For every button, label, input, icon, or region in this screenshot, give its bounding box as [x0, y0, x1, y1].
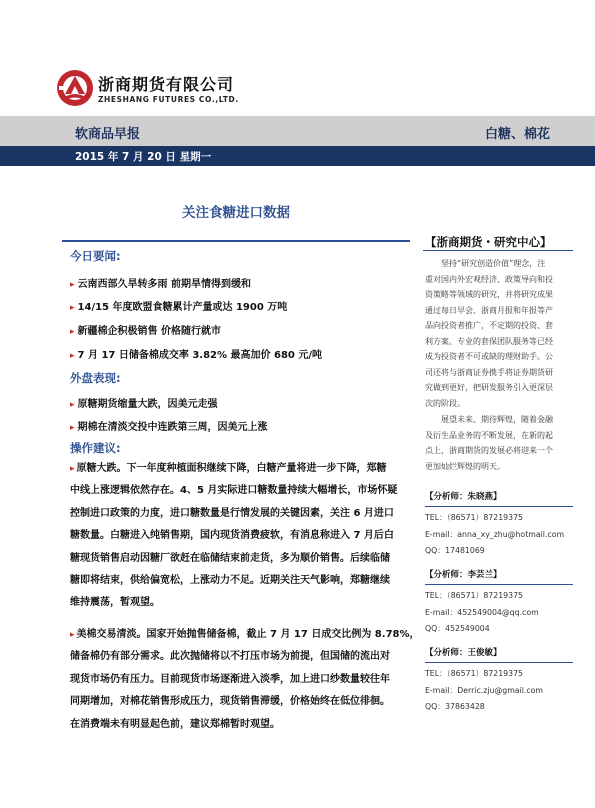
news-item: [70, 275, 251, 290]
sidebar-line: 点上，浙商期货的发展必将迎来一个: [425, 446, 553, 455]
news-item: [70, 322, 221, 337]
bullet-icon: ▸: [70, 400, 75, 410]
report-type: 软商品早报: [75, 127, 141, 142]
news-item: [70, 418, 268, 433]
analyst-name: 【分析师：朱晓燕】: [425, 492, 502, 502]
advice-line: 原糖大跌。下一年度种植面积继续下降，白糖产量将进一步下降，郑糖: [76, 463, 387, 474]
analyst-qq: QQ：452549004: [425, 624, 490, 633]
brand-name-cn: 浙商期货有限公司: [98, 75, 235, 94]
advice-paragraph-cotton: [70, 624, 420, 736]
analyst-tel: TEL：（86571）87219375: [425, 513, 524, 522]
report-header-band: [0, 116, 595, 146]
sidebar-line: 重对国内外宏观经济、政策导向和投: [425, 274, 553, 284]
analyst-qq: QQ：37863428: [425, 702, 485, 711]
bullet-icon: ▸: [70, 630, 75, 640]
sidebar-line: 司还将与浙商证券携手将证券期货研: [425, 367, 553, 377]
news-item-text: 14/15 年度欧盟食糖累计产量或达 1900 万吨: [77, 302, 288, 313]
advice-line: 美棉交易清淡。国家开始抛售储备棉，截止 7 月 17 日成交比例为 8.78%，: [76, 629, 420, 640]
date-band: [0, 146, 595, 166]
sidebar-line: 资策略等领域的研究，并将研究成果: [425, 290, 553, 299]
brand-name-en: ZHESHANG FUTURES CO.,LTD.: [98, 95, 239, 104]
report-date: 2015 年 7 月 20 日 星期一: [75, 151, 212, 163]
advice-line: 现货市场仍有压力。目前现货市场逐渐进入淡季，加上进口纱数量较往年: [70, 673, 390, 685]
sidebar-line: 成为投资者不可或缺的理财助手。公: [425, 352, 553, 361]
section-heading-external: 外盘表现:: [70, 371, 121, 385]
advice-line: 储备棉仍有部分需求。此次抛储将以不打压市场为前提，但国储的流出对: [70, 651, 390, 663]
news-item-text: 新疆棉企积极销售 价格随行就市: [77, 326, 222, 337]
bullet-icon: ▸: [70, 351, 75, 361]
section-heading-advice: 操作建议:: [70, 441, 121, 455]
main-column-rule: [62, 240, 410, 242]
sidebar-line: 坚持“研究创造价值”理念，注: [441, 259, 546, 268]
analyst-card: [425, 490, 575, 562]
sidebar-line: 品向投资者推广，不定期的投资、套: [425, 321, 553, 330]
advice-line: 控制进口政策的力度，进口糖数量是行情发展的关键因素，关注 6 月进口: [70, 507, 394, 519]
news-item-text: 云南西部久旱转多雨 前期旱情得到缓和: [77, 279, 252, 290]
section-heading-today-news: 今日要闻:: [70, 249, 121, 263]
bullet-icon: ▸: [70, 464, 75, 474]
analyst-rule: [425, 584, 573, 585]
sidebar-line: 及衍生品业务的不断发展，在新的起: [425, 430, 553, 440]
analyst-tel: TEL：（86571）87219375: [425, 669, 524, 678]
analyst-tel: TEL：（86571）87219375: [425, 591, 524, 600]
sidebar-intro-paragraph: [425, 256, 575, 411]
advice-line: 糖现货销售启动因糖厂欲赶在临储结束前走货，多为顺价销售。后续临储: [70, 552, 390, 564]
sidebar-line: 利方案、专业的套保团队服务等已经: [425, 336, 553, 346]
news-item-text: 期棉在清淡交投中连跌第三周，因美元上涨: [77, 422, 268, 433]
analyst-email[interactable]: E-mail：anna_xy_zhu@hotmail.com: [425, 529, 565, 539]
analyst-email[interactable]: E-mail：452549004@qq.com: [425, 607, 539, 617]
news-item: [70, 298, 287, 313]
sidebar-line: 究做到更好，把研发服务引入更深层: [425, 383, 553, 392]
advice-line: 中线上涨逻辑依然存在。4、5 月实际进口糖数量持续大幅增长，市场怀疑: [70, 485, 398, 497]
advice-line: 维持震荡，暂观望。: [70, 597, 160, 609]
analyst-name: 【分析师：李芸兰】: [425, 570, 502, 580]
sidebar-heading: 【浙商期货・研究中心】: [425, 235, 552, 249]
news-item: [70, 395, 218, 410]
sidebar-line: 更加灿烂辉煌的明天。: [425, 461, 505, 471]
advice-paragraph-sugar: [70, 458, 408, 615]
advice-line: 糖数量。白糖进入纯销售期，国内现货消费疲软，有消息称进入 7 月后白: [70, 530, 394, 542]
advice-line: 在消费端未有明显起色前，建议郑棉暂时观望。: [70, 718, 280, 730]
analyst-card: [425, 646, 575, 718]
sidebar-line: 次的阶段。: [425, 398, 465, 408]
bullet-icon: ▸: [70, 303, 75, 313]
analyst-qq: QQ：17481069: [425, 546, 485, 555]
sidebar-outlook-paragraph: [425, 412, 575, 474]
bullet-icon: ▸: [70, 423, 75, 433]
sidebar-line: 展望未来、期待辉煌，随着金融: [441, 415, 553, 424]
analyst-card: [425, 568, 575, 640]
analyst-rule: [425, 506, 573, 507]
sidebar-rule: [423, 250, 573, 251]
news-item-text: 原糖期货缩量大跌，因美元走强: [77, 399, 218, 410]
bullet-icon: ▸: [70, 280, 75, 290]
news-item: [70, 346, 322, 361]
news-item-text: 7 月 17 日储备棉成交率 3.82% 最高加价 680 元/吨: [77, 350, 322, 361]
report-title: 关注食糖进口数据: [182, 205, 290, 221]
commodities-label: 白糖、棉花: [484, 127, 550, 142]
zheshang-logo-icon: [55, 68, 95, 108]
advice-line: 糖即将结束，供给偏宽松，上涨动力不足。近期关注天气影响，郑糖继续: [70, 575, 390, 587]
analyst-rule: [425, 662, 573, 663]
bullet-icon: ▸: [70, 327, 75, 337]
analyst-email[interactable]: E-mail：Derric.zju@gmail.com: [425, 685, 544, 695]
advice-line: 同期增加，对棉花销售形成压力，现货销售滞缓，价格始终在低位徘徊。: [70, 696, 390, 708]
analyst-name: 【分析师：王俊敏】: [425, 648, 502, 658]
sidebar-line: 通过每日早会、浙商月报和年报等产: [425, 305, 553, 315]
